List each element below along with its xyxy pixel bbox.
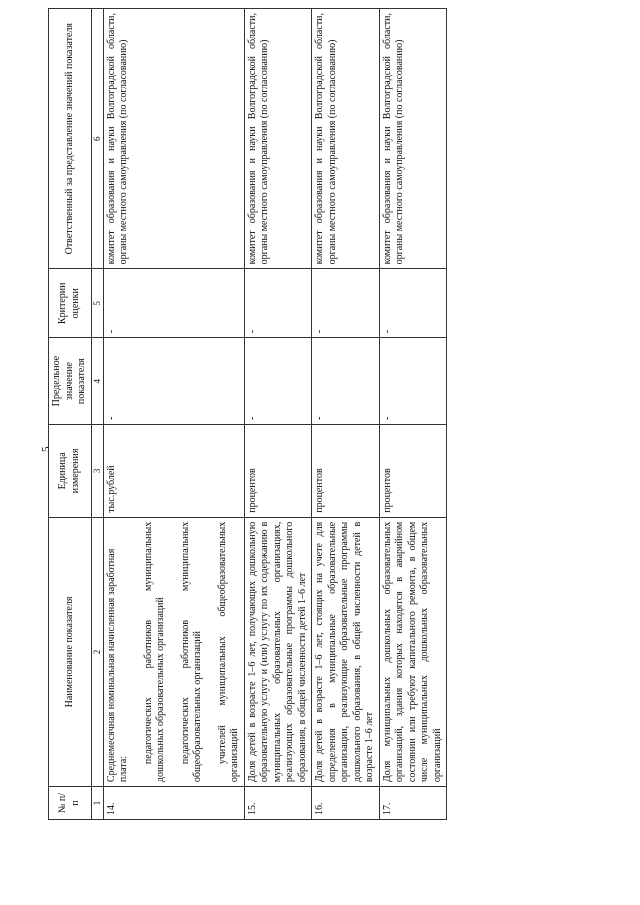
table-row bbox=[312, 9, 380, 820]
criteria-cell: - bbox=[312, 269, 380, 338]
col-index: 2 bbox=[91, 517, 103, 786]
col-index: 5 bbox=[91, 269, 103, 338]
table-row bbox=[379, 9, 447, 820]
table-header-row bbox=[49, 9, 92, 820]
responsible-cell: комитет образования и науки Волгоградской области, органы местного самоуправления (по согласованию) bbox=[103, 9, 244, 269]
page-number: 5 bbox=[40, 446, 52, 452]
indicator-name bbox=[103, 517, 244, 786]
responsible-cell: комитет образования и науки Волгоградской области, органы местного самоуправления (по согласованию) bbox=[312, 9, 380, 269]
header-responsible: Ответственный за представление значений показателя bbox=[49, 9, 92, 269]
column-index-row bbox=[91, 9, 103, 820]
indicators-table bbox=[48, 8, 447, 820]
responsible-cell: комитет образования и науки Волгоградской области, органы местного самоуправления (по согласованию) bbox=[379, 9, 447, 269]
col-index: 6 bbox=[91, 9, 103, 269]
col-index: 4 bbox=[91, 338, 103, 425]
unit-cell: процентов bbox=[379, 425, 447, 518]
limit-cell: - bbox=[244, 338, 312, 425]
indicator-name: Доля детей в возрасте 1–6 лет, стоящих на учете для определения в муниципальные образовательные организации, реализующие образовательные программы дошкольного образования, в общей численности детей в возрасте 1–6 лет bbox=[312, 517, 380, 786]
indicator-name: Доля муниципальных дошкольных образовательных организаций, здания которых находятся в аварийном состоянии или требуют капитального ремонта, в общем числе муниципальных дошкольных образовательных организаций bbox=[379, 517, 447, 786]
indicator-sub-item: учителей муниципальных общеобразовательных организаций bbox=[216, 521, 241, 783]
criteria-cell: - bbox=[103, 269, 244, 338]
header-criteria: Критерии оценки bbox=[49, 269, 92, 338]
header-num: № п/п bbox=[49, 787, 92, 820]
limit-cell: - bbox=[103, 338, 244, 425]
unit-cell: процентов bbox=[244, 425, 312, 518]
responsible-cell: комитет образования и науки Волгоградской области, органы местного самоуправления (по согласованию) bbox=[244, 9, 312, 269]
indicator-main-text: Среднемесячная номинальная начисленная заработная плата: bbox=[105, 548, 130, 783]
indicator-sub-item: педагогических работников муниципальных общеобразовательных организаций bbox=[179, 521, 204, 783]
table-row bbox=[244, 9, 312, 820]
criteria-cell: - bbox=[244, 269, 312, 338]
header-name: Наименование показателя bbox=[49, 517, 92, 786]
limit-cell: - bbox=[312, 338, 380, 425]
col-index: 1 bbox=[91, 787, 103, 820]
header-limit: Предельное значение показателя bbox=[49, 338, 92, 425]
col-index: 3 bbox=[91, 425, 103, 518]
unit-cell: тыс.рублей bbox=[103, 425, 244, 518]
row-number: 14. bbox=[103, 787, 244, 820]
indicator-name: Доля детей в возрасте 1–6 лет, получающих дошкольную образовательную услугу и (или) услугу по их содержанию в муниципальных образовательных организациях, реализующих образовательные программы дошкольного образования, в общей численности детей 1–6 лет bbox=[244, 517, 312, 786]
header-unit: Единица измерения bbox=[49, 425, 92, 518]
criteria-cell: - bbox=[379, 269, 447, 338]
row-number: 15. bbox=[244, 787, 312, 820]
indicator-sub-item: педагогических работников муниципальных дошкольных образовательных организаций bbox=[142, 521, 167, 783]
table-row bbox=[103, 9, 244, 820]
unit-cell: процентов bbox=[312, 425, 380, 518]
row-number: 16. bbox=[312, 787, 380, 820]
row-number: 17. bbox=[379, 787, 447, 820]
limit-cell: - bbox=[379, 338, 447, 425]
